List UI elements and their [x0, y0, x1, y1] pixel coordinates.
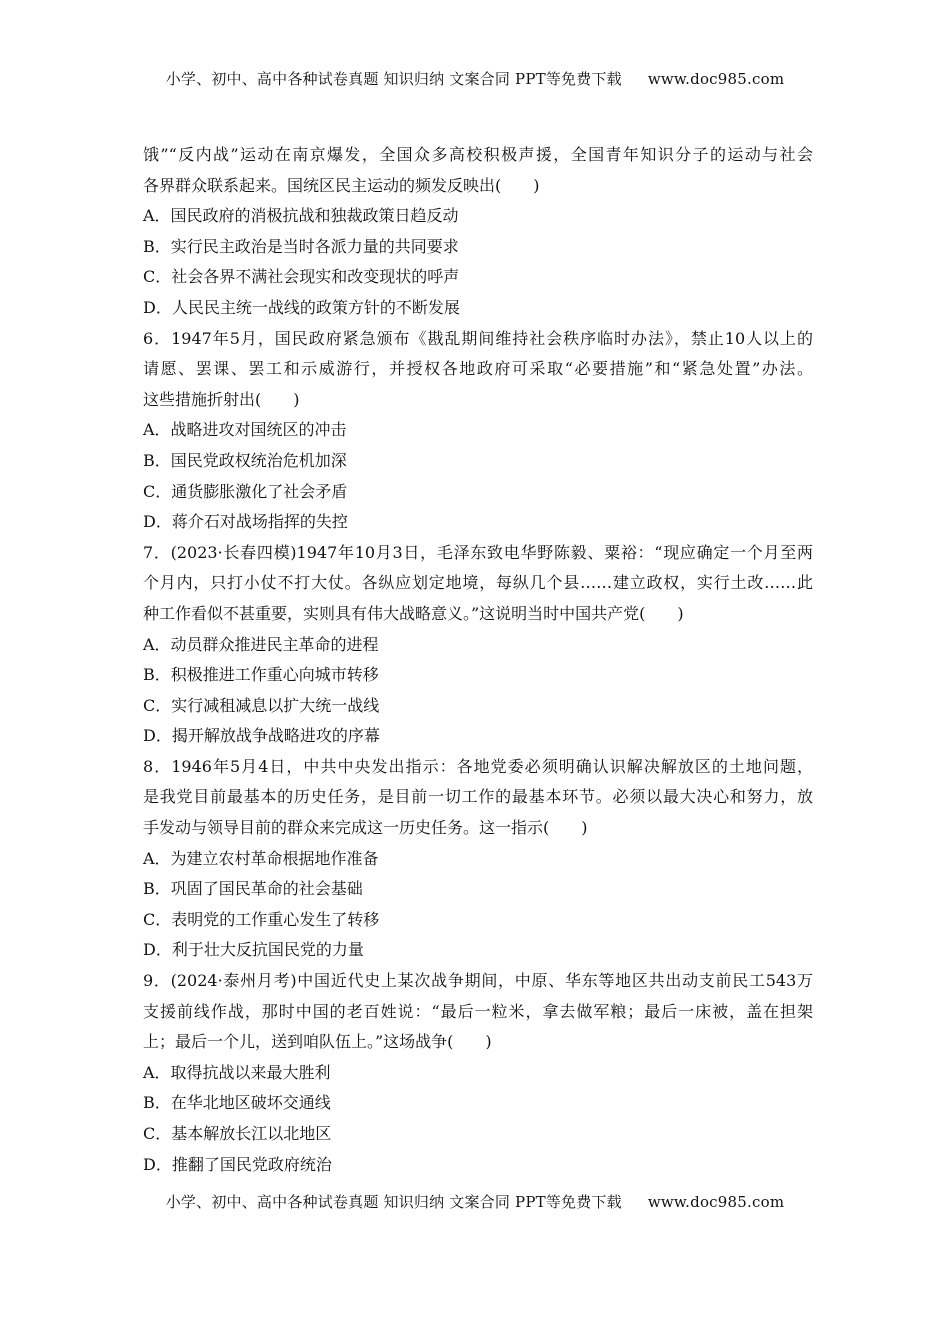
option-a: A．战略进攻对国统区的冲击 [143, 420, 347, 440]
question-stem-line: 各界群众联系起来。国统区民主运动的频发反映出( ) [143, 175, 540, 195]
question-9 [143, 966, 813, 1180]
option-c: C．通货膨胀激化了社会矛盾 [143, 481, 348, 501]
question-stem-line: 饿”“反内战”运动在南京爆发，全国众多高校积极声援，全国青年知识分子的运动与社会 [143, 145, 813, 164]
question-stem-line: 是我党目前最基本的历史任务，是目前一切工作的最基本环节。必须以最大决心和努力，放 [143, 787, 813, 807]
question-stem-line: 这些措施折射出( ) [143, 389, 300, 409]
question-7 [143, 538, 813, 752]
question-stem-line: 9．(2024·泰州月考)中国近代史上某次战争期间，中原、华东等地区共出动支前民工543万 [143, 971, 813, 991]
option-d: D．揭开解放战争战略进攻的序幕 [143, 726, 380, 746]
document-body [143, 140, 813, 1180]
question-6 [143, 324, 813, 538]
question-8 [143, 752, 813, 966]
question-stem-line: 种工作看似不甚重要，实则具有伟大战略意义。”这说明当时中国共产党( ) [143, 603, 684, 623]
question-stem-line: 6．1947年5月，国民政府紧急颁布《戡乱期间维持社会秩序临时办法》，禁止10人以上的 [143, 328, 813, 348]
question-stem-line: 个月内，只打小仗不打大仗。各纵应划定地境，每纵几个县……建立政权，实行土改……此 [143, 573, 813, 593]
option-d: D．蒋介石对战场指挥的失控 [143, 512, 348, 532]
option-b: B．国民党政权统治危机加深 [143, 450, 347, 470]
option-d: D．人民民主统一战线的政策方针的不断发展 [143, 297, 460, 317]
question-stem-line: 支援前线作战，那时中国的老百姓说：“最后一粒米，拿去做军粮；最后一床被，盖在担架 [143, 1001, 813, 1021]
option-b: B．巩固了国民革命的社会基础 [143, 879, 363, 899]
option-b: B．积极推进工作重心向城市转移 [143, 665, 379, 685]
option-a: A．取得抗战以来最大胜利 [143, 1062, 331, 1082]
question-stem-line: 7．(2023·长春四模)1947年10月3日，毛泽东致电华野陈毅、粟裕：“现应确定一个月至两 [143, 542, 813, 562]
question-stem-line: 8．1946年5月4日，中共中央发出指示：各地党委必须明确认识解决解放区的土地问题， [143, 756, 813, 776]
header-text: 小学、初中、高中各种试卷真题 知识归纳 文案合同 PPT等免费下载 [165, 70, 622, 88]
question-5 [143, 140, 813, 324]
page-footer [0, 1191, 950, 1212]
footer-text: 小学、初中、高中各种试卷真题 知识归纳 文案合同 PPT等免费下载 [165, 1193, 622, 1211]
option-c: C．社会各界不满社会现实和改变现状的呼声 [143, 267, 460, 287]
footer-url[interactable]: www.doc985.com [647, 1193, 785, 1211]
option-a: A．动员群众推进民主革命的进程 [143, 634, 379, 654]
header-url[interactable]: www.doc985.com [647, 70, 785, 88]
option-c: C．实行减租减息以扩大统一战线 [143, 695, 380, 715]
question-stem-line: 请愿、罢课、罢工和示威游行，并授权各地政府可采取“必要措施”和“紧急处置”办法。 [143, 359, 813, 379]
option-d: D．推翻了国民党政府统治 [143, 1154, 332, 1174]
question-stem-line: 上；最后一个儿，送到咱队伍上。”这场战争( ) [143, 1032, 492, 1052]
option-a: A．为建立农村革命根据地作准备 [143, 848, 379, 868]
question-stem-line: 手发动与领导目前的群众来完成这一历史任务。这一指示( ) [143, 818, 588, 838]
option-c: C．基本解放长江以北地区 [143, 1124, 332, 1143]
page-header [0, 68, 950, 89]
option-d: D．利于壮大反抗国民党的力量 [143, 940, 364, 960]
option-c: C．表明党的工作重心发生了转移 [143, 909, 380, 929]
option-b: B．在华北地区破坏交通线 [143, 1093, 331, 1113]
option-a: A．国民政府的消极抗战和独裁政策日趋反动 [143, 206, 459, 226]
option-b: B．实行民主政治是当时各派力量的共同要求 [143, 236, 459, 256]
